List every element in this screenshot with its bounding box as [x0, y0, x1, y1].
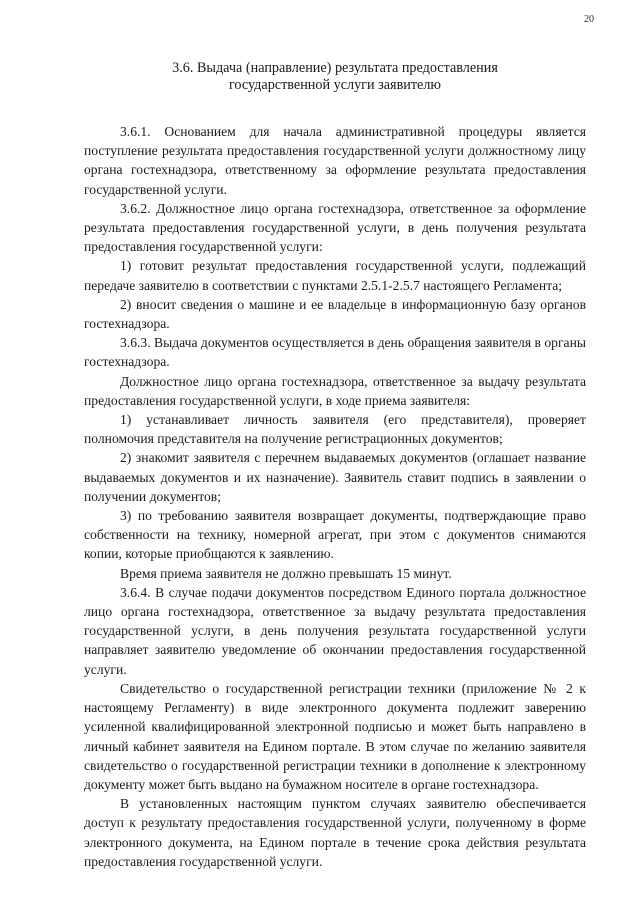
- section-title: [84, 60, 586, 94]
- paragraph-official-reception: Должностное лицо органа гостехнадзора, ответственное за выдачу результата предоставления государственной услуги, в ходе приема заявителя:: [84, 373, 586, 408]
- list-item-prepare-result: 1) готовит результат предоставления государственной услуги, подлежащий передаче заявителю в соответствии с пунктами 2.5.1-2.5.7 настоящего Регламента;: [84, 258, 586, 293]
- list-item-enter-information: 2) вносит сведения о машине и ее владельце в информационную базу органов гостехнадзора.: [84, 296, 586, 332]
- paragraph-3-6-3: 3.6.3. Выдача документов осуществляется в день обращения заявителя в органы гостехнадзора.: [84, 335, 586, 370]
- paragraph-3-6-1: 3.6.1. Основанием для начала административной процедуры является поступление результата предоставления государственной услуги должностному лицу органа гостехнадзора, ответственному за оформление результата предоставления государственной услуги.: [84, 124, 586, 197]
- paragraph-registration-certificate: Свидетельство о государственной регистрации техники (приложение № 2 к настоящему Регламенту) в виде электронного документа подлежит заверению усиленной квалифицированной электронной подписью и может быть направлено в личный кабинет заявителя на Едином портале. В этом случае по желанию заявителя свидетельство о государственной регистрации техники в дополнение к электронному документу может быть выдано на бумажном носителе в органе гостехнадзора.: [84, 680, 586, 792]
- document-body: [84, 60, 586, 871]
- paragraph-reception-time: Время приема заявителя не должно превышать 15 минут.: [120, 565, 452, 581]
- paragraph-3-6-4: 3.6.4. В случае подачи документов посредством Единого портала должностное лицо органа гостехнадзора, ответственное за выдачу результата предоставления государственной услуги, в день получения результата государственной услуги направляет заявителю уведомление об окончании предоставления государственной услуги.: [84, 584, 586, 677]
- list-item-return-documents: 3) по требованию заявителя возвращает документы, подтверждающие право собственности на технику, номерной агрегат, при этом с документов снимаются копии, которые приобщаются к заявлению.: [84, 508, 586, 562]
- section-title-line-2: государственной услуги заявителю: [228, 77, 442, 93]
- list-item-document-list: 2) знакомит заявителя с перечнем выдаваемых документов (оглашает название выдаваемых документов и их назначение). Заявитель ставит подпись в заявлении о получении документов;: [84, 450, 586, 504]
- list-item-identify-applicant: 1) устанавливает личность заявителя (его представителя), проверяет полномочия представителя на получение регистрационных документов;: [84, 412, 586, 447]
- paragraph-3-6-2: 3.6.2. Должностное лицо органа гостехнадзора, ответственное за оформление результата предоставления государственной услуги, в день получения результата предоставления государственной услуги:: [84, 200, 586, 255]
- paragraph-electronic-access: В установленных настоящим пунктом случаях заявителю обеспечивается доступ к результату предоставления государственной услуги, полученному в форме электронного документа, на Едином портале в течение срока действия результата предоставления государственной услуги.: [84, 796, 586, 869]
- section-title-line-1: 3.6. Выдача (направление) результата предоставления: [172, 60, 498, 76]
- page-number: 20: [584, 14, 594, 25]
